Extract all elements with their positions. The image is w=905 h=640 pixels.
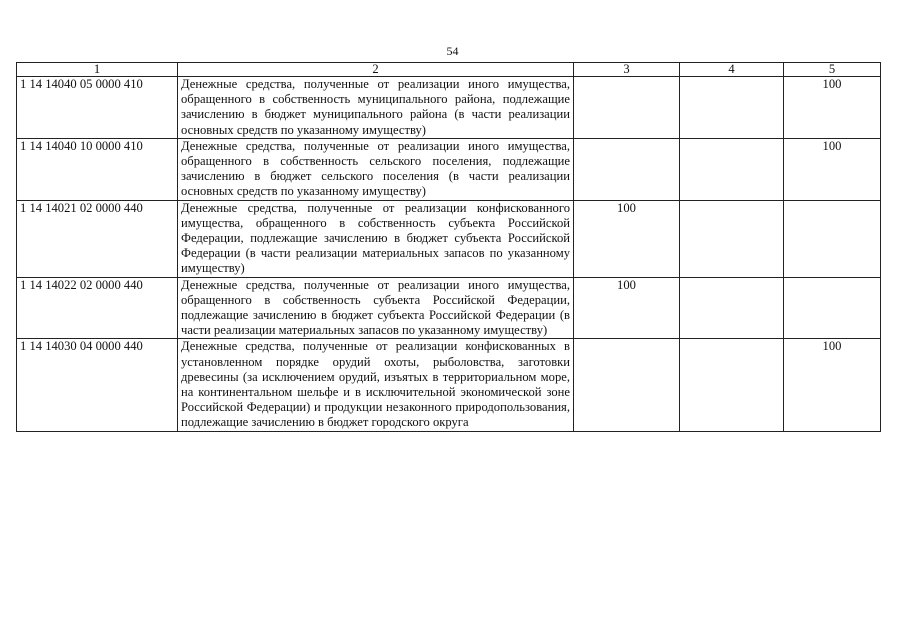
- value-text: 100: [822, 138, 842, 153]
- table-row: [17, 339, 881, 431]
- revenue-code: 1 14 14040 10 0000 410: [17, 138, 178, 200]
- table-header-row: [17, 63, 881, 77]
- revenue-code: 1 14 14030 04 0000 440: [17, 339, 178, 431]
- revenue-description: Денежные средства, полученные от реализации иного имущества, обращенного в собственность муниципального района, подлежащие зачислению в бюджет муниципального района (в части реализации основных средств по указанному имуществу): [178, 77, 574, 139]
- value-col3: [574, 339, 680, 431]
- revenue-description: Денежные средства, полученные от реализации иного имущества, обращенного в собственность сельского поселения, подлежащие зачислению в бюджет сельского поселения (в части реализации основных средств по указанному имуществу): [178, 138, 574, 200]
- table-row: [17, 77, 881, 139]
- value-text: 100: [617, 200, 636, 215]
- value-col3: [574, 277, 680, 339]
- value-col3: [574, 77, 680, 139]
- value-col4: [680, 138, 784, 200]
- value-col5: [784, 77, 881, 139]
- value-col4: [680, 77, 784, 139]
- table-row: [17, 200, 881, 277]
- column-header-1: 1: [17, 63, 178, 77]
- revenue-code: 1 14 14021 02 0000 440: [17, 200, 178, 277]
- column-header-3: 3: [574, 63, 680, 77]
- revenue-code: 1 14 14022 02 0000 440: [17, 277, 178, 339]
- column-header-5: 5: [784, 63, 881, 77]
- value-col5: [784, 339, 881, 431]
- revenue-description: Денежные средства, полученные от реализации иного имущества, обращенного в собственность субъекта Российской Федерации, подлежащие зачислению в бюджет субъекта Российской Федерации (в части реализации материальных запасов по указанному имуществу): [178, 277, 574, 339]
- value-text: 100: [822, 339, 842, 354]
- budget-revenue-table: [16, 62, 881, 432]
- table-row: [17, 138, 881, 200]
- value-col4: [680, 200, 784, 277]
- column-header-4: 4: [680, 63, 784, 77]
- value-col5: [784, 138, 881, 200]
- revenue-description: Денежные средства, полученные от реализации конфискованных в установленном порядке орудий охоты, рыболовства, заготовки древесины (за исключением орудий, изъятых в территориальном море, на континентальном шельфе и в исключительной экономической зоне Российской Федерации) и продукции незаконного природопользования, подлежащие зачислению в бюджет городского округа: [178, 339, 574, 431]
- value-col3: [574, 138, 680, 200]
- value-col5: [784, 200, 881, 277]
- value-col5: [784, 277, 881, 339]
- value-col4: [680, 339, 784, 431]
- value-col4: [680, 277, 784, 339]
- value-col3: [574, 200, 680, 277]
- page-number: 54: [446, 44, 459, 58]
- revenue-code: 1 14 14040 05 0000 410: [17, 77, 178, 139]
- value-text: 100: [822, 77, 842, 91]
- revenue-description: Денежные средства, полученные от реализации конфискованного имущества, обращенного в собственность субъекта Российской Федерации, подлежащие зачислению в бюджет субъекта Российской Федерации (в части реализации материальных запасов по указанному имуществу): [178, 200, 574, 277]
- value-text: 100: [617, 277, 636, 292]
- column-header-2: 2: [178, 63, 574, 77]
- table-row: [17, 277, 881, 339]
